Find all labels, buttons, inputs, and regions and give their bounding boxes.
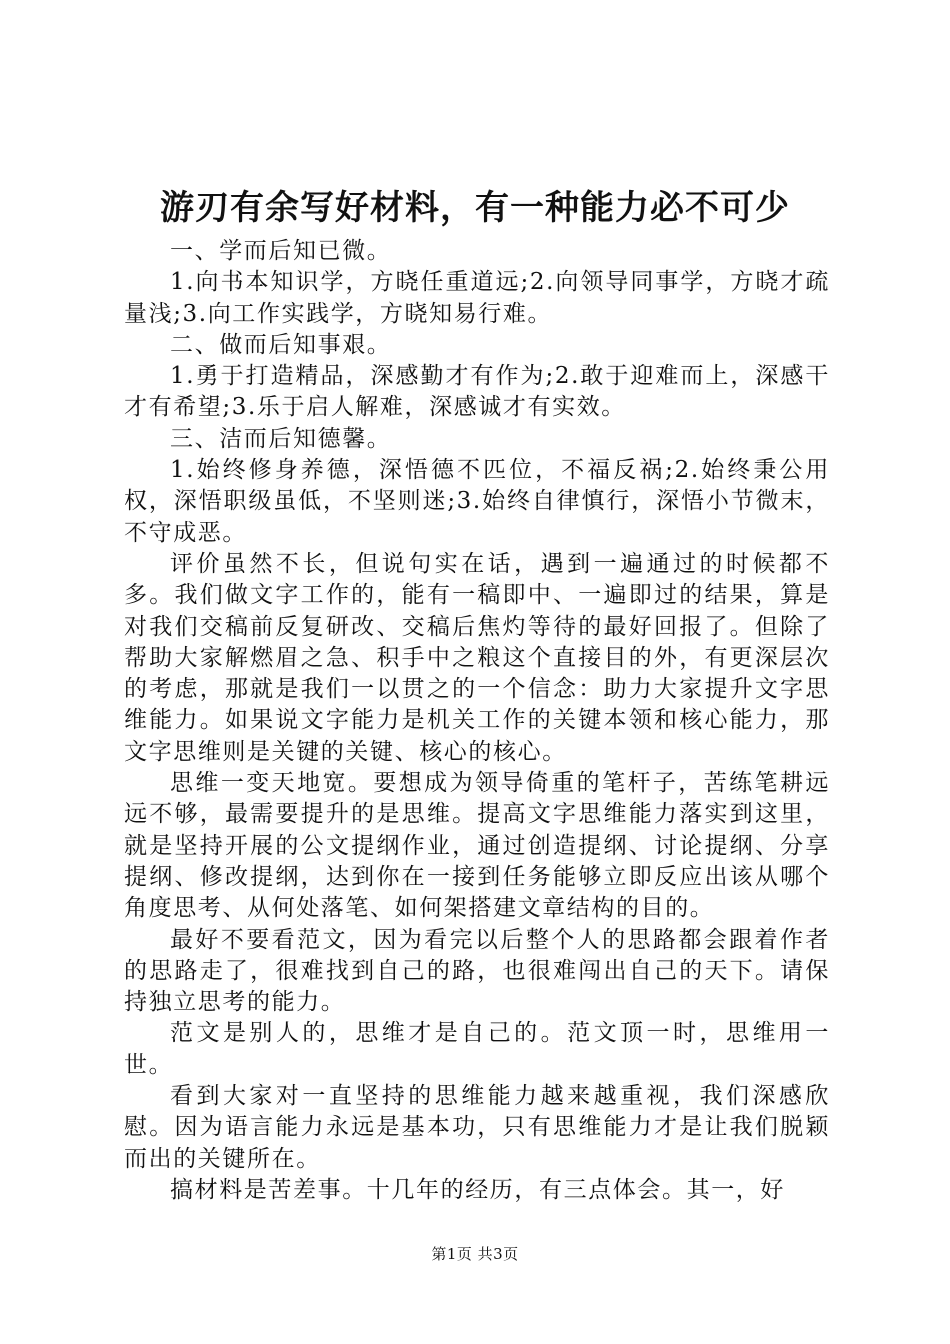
paragraph: 最好不要看范文，因为看完以后整个人的思路都会跟着作者的思路走了，很难找到自己的路，也很难闯出自己的天下。请保持独立思考的能力。: [124, 926, 830, 1016]
page-footer: 第1页 共3页: [431, 1245, 519, 1263]
paragraph: 看到大家对一直坚持的思维能力越来越重视，我们深感欣慰。因为语言能力永远是基本功，只有思维能力才是让我们脱颖而出的关键所在。: [124, 1083, 830, 1172]
paragraph: 思维一变天地宽。要想成为领导倚重的笔杆子，苦练笔耕远远不够，最需要提升的是思维。提高文字思维能力落实到这里，就是坚持开展的公文提纲作业，通过创造提纲、讨论提纲、分享提纲、修改提纲，达到你在一接到任务能够立即反应出该从哪个角度思考、从何处落笔、如何架搭建文章结构的目的。: [124, 770, 830, 922]
document-title: 游刃有余写好材料，有一种能力必不可少: [160, 188, 790, 228]
paragraph: 搞材料是苦差事。十几年的经历，有三点体会。其一，好: [170, 1176, 785, 1203]
paragraph: 1.向书本知识学，方晓任重道远;2.向领导同事学，方晓才疏量浅;3.向工作实践学，方晓知易行难。: [124, 269, 830, 327]
paragraph: 范文是别人的，思维才是自己的。范文顶一时，思维用一世。: [124, 1020, 830, 1078]
heading-1: 一、学而后知已微。: [170, 238, 392, 264]
paragraph: 评价虽然不长，但说句实在话，遇到一遍通过的时候都不多。我们做文字工作的，能有一稿即中、一遍即过的结果，算是对我们交稿前反复研改、交稿后焦灼等待的最好回报了。但除了帮助大家解燃眉之急、积手中之粮这个直接目的外，有更深层次的考虑，那就是我们一以贯之的一个信念：助力大家提升文字思维能力。如果说文字能力是机关工作的关键本领和核心能力，那文字思维则是关键的关键、核心的核心。: [124, 550, 830, 765]
heading-3: 三、洁而后知德馨。: [170, 425, 392, 452]
document-body: [124, 236, 830, 1206]
heading-2: 二、做而后知事艰。: [170, 331, 392, 358]
paragraph: 1.勇于打造精品，深感勤才有作为;2.敢于迎难而上，深感干才有希望;3.乐于启人解难，深感诚才有实效。: [124, 363, 830, 421]
paragraph: 1.始终修身养德，深悟德不匹位，不福反祸;2.始终秉公用权，深悟职级虽低，不坚则迷;3.始终自律慎行，深悟小节微末，不守成恶。: [124, 457, 830, 546]
